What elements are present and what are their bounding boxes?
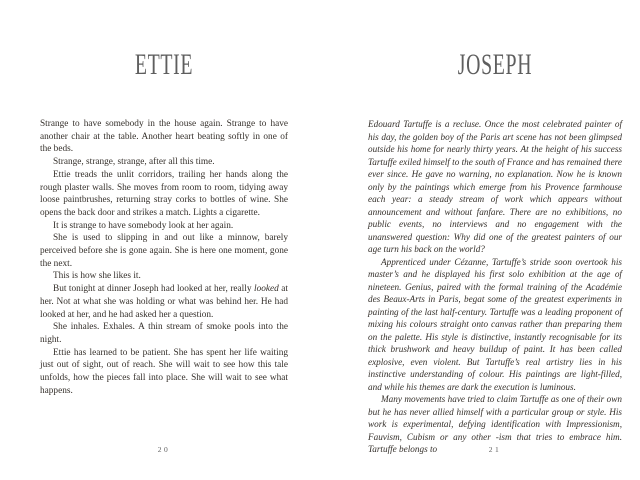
- text-segment: But tonight at dinner Joseph had looked at her, really: [53, 284, 254, 295]
- paragraph: [40, 347, 288, 398]
- text-segment: Strange to have somebody in the house again. Strange to have another chair at the table. Another heart beating softly in one of the beds.: [40, 119, 288, 155]
- paragraph: [40, 220, 288, 233]
- paragraph: [368, 256, 622, 394]
- paragraph: [40, 169, 288, 220]
- paragraph: [368, 118, 622, 256]
- text-segment: Many movements have tried to claim Tartuffe as one of their own but he has never allied himself with a particular group or style. His work is experimental, defying identification with Impressionism, Fauvism, Cubism or any other -ism that tries to embrace him. Tartuffe belongs to: [368, 394, 622, 454]
- text-segment: She inhales. Exhales. A thin stream of smoke pools into the night.: [40, 322, 288, 345]
- text-segment: She is used to slipping in and out like a minnow, barely perceived before she is gone again. She is here one moment, gone the next.: [40, 233, 288, 269]
- paragraph: [40, 283, 288, 321]
- left-page: [40, 0, 288, 480]
- right-chapter-title: JOSEPH: [457, 48, 533, 81]
- text-segment: Strange, strange, strange, after all this time.: [53, 157, 215, 168]
- text-segment: This is how she likes it.: [53, 271, 141, 282]
- right-page-number: 21: [488, 445, 502, 454]
- paragraph: [40, 270, 288, 283]
- text-segment: Ettie treads the unlit corridors, trailing her hands along the rough plaster walls. She moves from room to room, tidying away loose paintbrushes, returning stray corks to bottles of wine. She opens the back door and strikes a match. Lights a cigarette.: [40, 169, 288, 218]
- emphasis-text: looked: [253, 284, 279, 295]
- left-page-number: 20: [157, 445, 171, 454]
- text-segment: Apprenticed under Cézanne, Tartuffe’s stride soon overtook his master’s and he displayed his first solo exhibition at the age of nineteen. Genius, paired with the formal training of the Académie des Beaux-Arts in Paris, begat some of the greatest experiments in painting of the last half-century. Tartuffe was a leading proponent of mixing his colours straight onto canvas rather than preparing them on the palette. His style is distinctive, instantly recognisable for its thick brushwork and heavy buildup of paint. It has been called explosive, even violent. But Tartuffe’s real artistry lies in his instinctive understanding of colour. His paintings are light-filled, and while his themes are dark the execution is luminous.: [368, 256, 622, 392]
- paragraph: [40, 156, 288, 169]
- left-page-body: [40, 118, 288, 397]
- paragraph: [40, 118, 288, 156]
- text-segment: Edouard Tartuffe is a recluse. Once the most celebrated painter of his day, the golden boy of the Paris art scene has not been glimpsed outside his home for nearly thirty years. At the height of his success Tartuffe exiled himself to the south of France and has remained there ever since. He gave no warning, no explanation. Now he is known only by the paintings which emerge from his Provence farmhouse each year: a steady stream of work which appears without announcement and without fanfare. There are no exhibitions, no public events, no interviews and no engagement with the unanswered question: Why did one of the greatest painters of our age turn his back on the world?: [368, 119, 622, 254]
- text-segment: at her. Not at what she was holding or what was behind her. He had looked at her, and he had asked her a question.: [40, 284, 288, 320]
- paragraph: [40, 321, 288, 346]
- paragraph: [40, 232, 288, 270]
- text-segment: It is strange to have somebody look at her again.: [53, 220, 234, 231]
- text-segment: Ettie has learned to be patient. She has spent her life waiting just out of sight, out of reach. She will wait to see how this tale unfolds, how the pieces fall into place. She will wait to see what happens.: [40, 347, 288, 396]
- right-page: [368, 0, 622, 480]
- right-page-body: [368, 118, 622, 456]
- left-chapter-title: ETTIE: [134, 48, 194, 81]
